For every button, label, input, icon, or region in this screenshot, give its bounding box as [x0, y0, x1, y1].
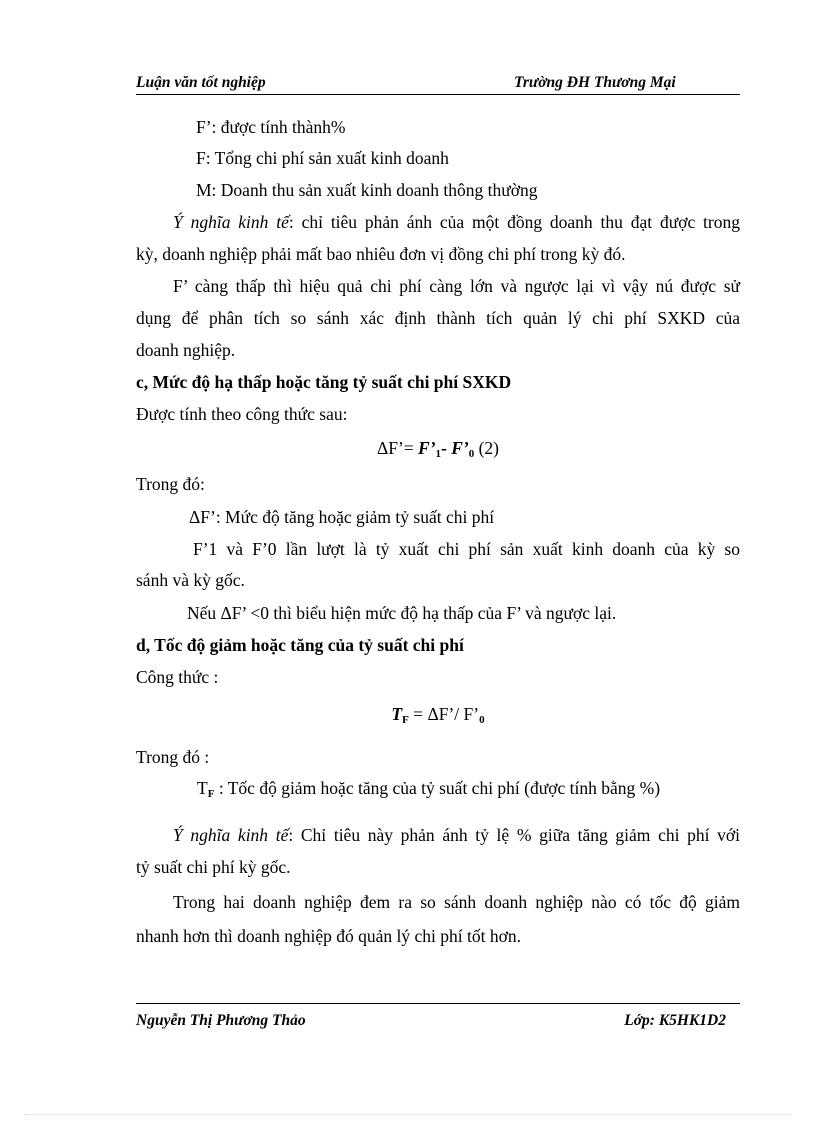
meaning-paragraph-1 — [136, 210, 740, 234]
def-t-sub: F — [207, 788, 215, 800]
formula2-sub: F — [402, 714, 409, 726]
formula-tag: (2) — [478, 438, 500, 458]
para1-line1: F’ càng thấp thì hiệu quả chi phí càng lớn và ngược lại vì vậy nú được sử — [173, 276, 740, 296]
header-university: Trường ĐH Thương Mại — [514, 74, 676, 91]
formula-sub-1: 1 — [435, 448, 442, 460]
footer-class: Lớp: K5HK1D2 — [624, 1012, 726, 1029]
meaning-label: Ý nghĩa kinh tế — [173, 212, 289, 232]
meaning2-line2: tỷ suất chi phí kỳ gốc. — [136, 857, 291, 877]
para1-line3: doanh nghiệp. — [136, 340, 236, 360]
where-label-2: Trong đó : — [136, 747, 210, 767]
para2-line1: Trong hai doanh nghiệp đem ra so sánh doanh nghiệp nào có tốc độ giảm — [173, 892, 740, 912]
meaning-line-2: kỳ, doanh nghiệp phải mất bao nhiêu đơn vị đồng chi phí trong kỳ đó. — [136, 244, 626, 264]
meaning2-text: : Chỉ tiêu này phản ánh tỷ lệ % giữa tăng giảm chi phí với — [288, 825, 741, 845]
def-delta-f: ΔF’: Mức độ tăng hoặc giảm tỷ suất chi phí — [189, 507, 495, 527]
page-header — [136, 72, 740, 95]
footer-author: Nguyễn Thị Phương Thảo — [136, 1012, 306, 1029]
formula-delta-f — [136, 436, 740, 466]
def-t-main: T — [197, 778, 208, 798]
para1-line2: dụng để phân tích so sánh xác định thành tích quản lý chi phí SXKD của — [136, 308, 740, 328]
formula-minus: - — [441, 438, 447, 458]
formula2-rhs: = ΔF’/ F’ — [413, 704, 480, 724]
formula-term-f0: F’ — [451, 438, 469, 458]
formula-t-f — [136, 702, 740, 732]
formula-sub-0: 0 — [468, 448, 475, 460]
def-f1-line1: F’1 và F’0 lần lượt là tỷ xuất chi phí sản xuất kinh doanh của kỳ so — [193, 539, 740, 559]
def-t-text: : Tốc độ giảm hoặc tăng của tỷ suất chi phí (được tính bằng %) — [214, 778, 661, 798]
meaning-paragraph-2 — [136, 823, 740, 847]
heading-d: d, Tốc độ giảm hoặc tăng của tỷ suất chi phí — [136, 635, 464, 655]
formula-term-f1: F’ — [418, 438, 436, 458]
note-negative: Nếu ΔF’ <0 thì biểu hiện mức độ hạ thấp của F’ và ngược lại. — [187, 603, 617, 623]
meaning-text: : chỉ tiêu phản ánh của một đồng doanh thu đạt được trong — [288, 212, 740, 232]
formula-intro: Được tính theo công thức sau: — [136, 404, 348, 424]
formula2-sub0: 0 — [479, 714, 485, 726]
heading-c: c, Mức độ hạ thấp hoặc tăng tỷ suất chi phí SXKD — [136, 372, 512, 392]
page-bottom-border — [24, 1114, 792, 1115]
def-f1-line2: sánh và kỳ gốc. — [136, 570, 245, 590]
formula-label: Công thức : — [136, 667, 219, 687]
meaning2-label: Ý nghĩa kinh tế — [173, 825, 289, 845]
formula2-term: T — [391, 704, 403, 724]
header-thesis-label: Luận văn tốt nghiệp — [136, 74, 266, 91]
page-footer — [136, 1003, 740, 1029]
def-f: F: Tổng chi phí sản xuất kinh doanh — [196, 148, 449, 168]
def-f-prime: F’: được tính thành% — [196, 117, 346, 137]
def-m: M: Doanh thu sản xuất kinh doanh thông thường — [196, 180, 538, 200]
formula-lhs: ΔF’= — [376, 438, 414, 458]
def-t-f — [136, 776, 740, 806]
where-label-1: Trong đó: — [136, 474, 205, 494]
para2-line2: nhanh hơn thì doanh nghiệp đó quản lý chi phí tốt hơn. — [136, 926, 521, 946]
